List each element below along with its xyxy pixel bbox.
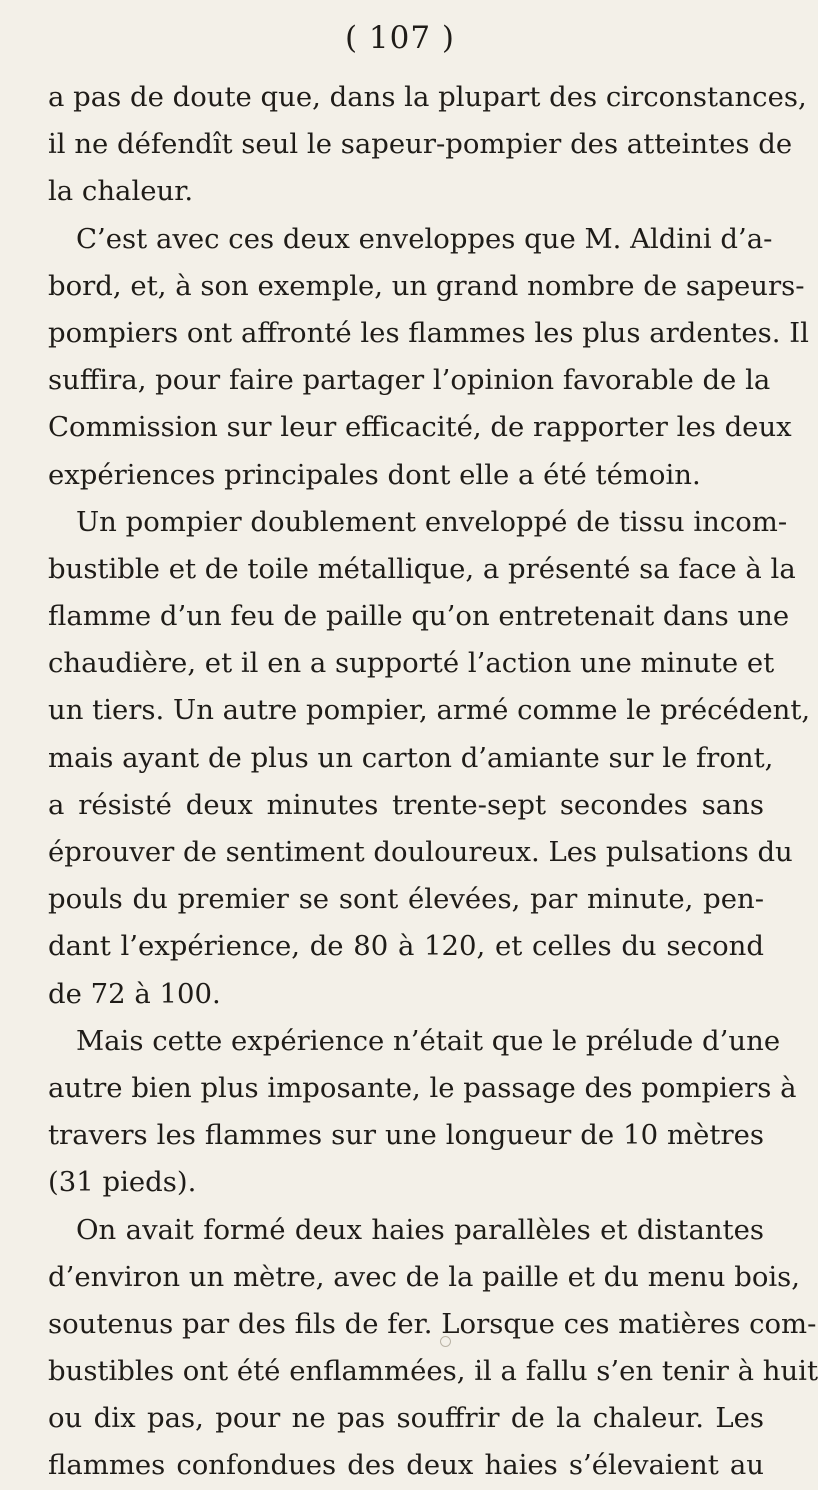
- text-line: suffira, pour faire partager l’opinion favorable de la: [48, 364, 771, 397]
- text-line: il ne défendît seul le sapeur-pompier des atteintes de: [48, 128, 793, 161]
- text-line: bustible et de toile métallique, a présenté sa face à la: [48, 552, 796, 585]
- text-line: éprouver de sentiment douloureux. Les pulsations du: [48, 836, 793, 868]
- text-line: mais ayant de plus un carton d’amiante sur le front,: [48, 741, 774, 774]
- page-number: ( 107 ): [344, 20, 456, 56]
- text-line: (31 pieds).: [48, 1166, 197, 1199]
- text-line: On avait formé deux haies parallèles et distantes: [76, 1213, 764, 1246]
- text-line: soutenus par des fils de fer. Lorsque ces matières com-: [48, 1307, 817, 1340]
- text-line: Un pompier doublement enveloppé de tissu incom-: [76, 505, 788, 538]
- text-line: a résisté deux minutes trente-sept secondes sans: [48, 788, 764, 821]
- text-line: la chaleur.: [48, 175, 194, 208]
- text-line: bord, et, à son exemple, un grand nombre de sapeurs-: [48, 269, 805, 302]
- text-line: Commission sur leur efficacité, de rapporter les deux: [48, 411, 792, 444]
- text-line: pompiers ont affronté les flammes les plus ardentes. Il: [48, 316, 809, 349]
- text-line: un tiers. Un autre pompier, armé comme le précédent,: [48, 694, 811, 727]
- text-line: C’est avec ces deux enveloppes que M. Aldini d’a-: [76, 222, 773, 255]
- text-line: d’environ un mètre, avec de la paille et du menu bois,: [48, 1260, 801, 1293]
- text-line: Mais cette expérience n’était que le prélude d’une: [76, 1024, 781, 1057]
- text-line: dant l’expérience, de 80 à 120, et celles du second: [48, 930, 764, 963]
- text-line: ou dix pas, pour ne pas souffrir de la chaleur. Les: [48, 1402, 764, 1435]
- text-line: pouls du premier se sont élevées, par minute, pen-: [48, 883, 764, 916]
- text-line: autre bien plus imposante, le passage des pompiers à: [48, 1071, 797, 1104]
- text-line: flamme d’un feu de paille qu’on entretenait dans une: [48, 600, 790, 633]
- paper-speck: [440, 1336, 451, 1347]
- text-line: chaudière, et il en a supporté l’action une minute et: [48, 647, 775, 680]
- text-line: bustibles ont été enflammées, il a fallu s’en tenir à huit: [48, 1355, 818, 1388]
- body-text: [48, 74, 818, 1490]
- text-line: de 72 à 100.: [48, 977, 221, 1010]
- text-line: flammes confondues des deux haies s’élevaient au: [48, 1449, 764, 1482]
- text-line: travers les flammes sur une longueur de 10 mètres: [48, 1119, 764, 1152]
- text-line: expériences principales dont elle a été témoin.: [48, 458, 701, 491]
- text-line: a pas de doute que, dans la plupart des circonstances,: [48, 81, 807, 113]
